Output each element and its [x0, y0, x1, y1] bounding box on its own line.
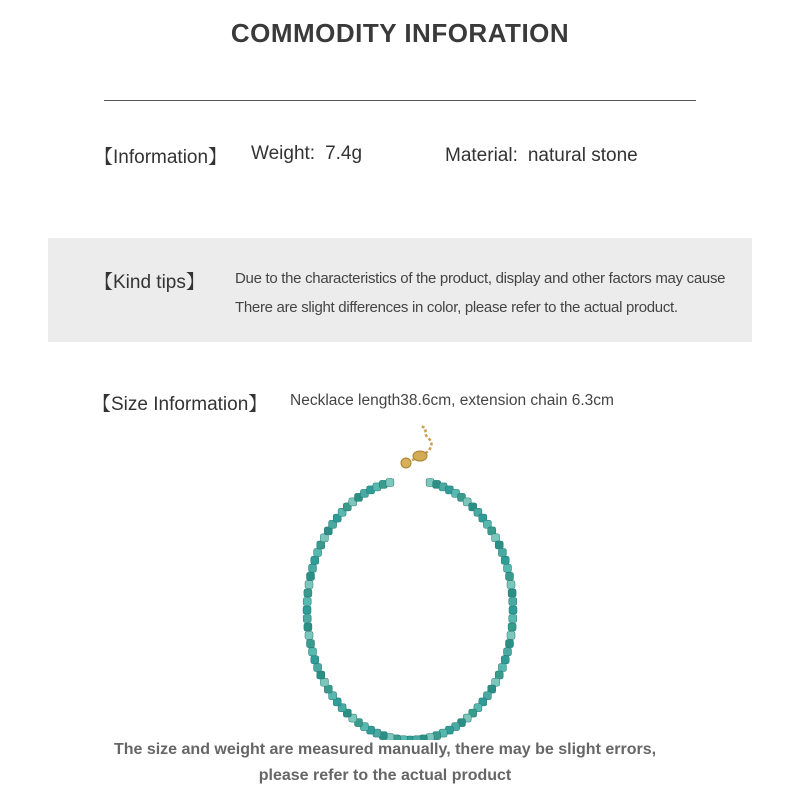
necklace-bead — [386, 479, 394, 487]
kind-tips-line-2: There are slight differences in color, please refer to the actual product. — [235, 299, 678, 316]
necklace-beads — [303, 479, 517, 741]
necklace-bead — [501, 556, 509, 564]
necklace-bead — [317, 541, 325, 549]
necklace-bead — [508, 589, 516, 597]
page-title: COMMODITY INFORATION — [230, 18, 570, 48]
material-info — [445, 145, 638, 167]
necklace-bead — [492, 534, 500, 542]
title-divider — [104, 100, 696, 101]
weight-info — [251, 143, 362, 165]
weight-value: 7.4g — [325, 143, 363, 164]
necklace-bead — [303, 598, 311, 606]
information-label: 【Information】 — [94, 147, 228, 168]
necklace-bead — [498, 549, 506, 557]
necklace-bead — [508, 623, 516, 631]
necklace-bead — [320, 678, 328, 686]
necklace-product-image — [280, 420, 540, 740]
necklace-bead — [495, 541, 503, 549]
necklace-bead — [501, 656, 509, 664]
necklace-clasp — [401, 426, 431, 468]
necklace-bead — [307, 572, 315, 580]
footer-note-line-1: The size and weight are measured manually, there may be slight errors, — [113, 741, 657, 758]
necklace-bead — [413, 736, 421, 740]
size-information-text: Necklace length38.6cm, extension chain 6.3cm — [290, 392, 614, 409]
necklace-bead — [506, 640, 514, 648]
necklace-bead — [309, 564, 317, 572]
necklace-bead — [509, 615, 517, 623]
necklace-bead — [311, 556, 319, 564]
necklace-bead — [305, 581, 313, 589]
necklace-bead — [509, 598, 517, 606]
necklace-bead — [311, 656, 319, 664]
necklace-bead — [495, 671, 503, 679]
material-label: Material: — [445, 145, 518, 166]
necklace-bead — [504, 564, 512, 572]
kind-tips-line-1: Due to the characteristics of the product, display and other factors may cause — [235, 270, 726, 287]
necklace-bead — [314, 664, 322, 672]
necklace-bead — [314, 549, 322, 557]
necklace-bead — [303, 606, 311, 614]
size-information-label: 【Size Information】 — [92, 394, 268, 415]
weight-label: Weight: — [251, 143, 316, 164]
necklace-bead — [309, 648, 317, 656]
necklace-bead — [507, 581, 515, 589]
necklace-bead — [507, 631, 515, 639]
necklace-bead — [304, 623, 312, 631]
kind-tips-label: 【Kind tips】 — [94, 272, 205, 293]
necklace-bead — [509, 606, 517, 614]
necklace-bead — [307, 640, 315, 648]
necklace-bead — [304, 589, 312, 597]
necklace-bead — [303, 615, 311, 623]
necklace-bead — [317, 671, 325, 679]
footer-note-line-2: please refer to the actual product — [258, 767, 512, 784]
necklace-bead — [506, 572, 514, 580]
necklace-bead — [498, 664, 506, 672]
necklace-bead — [504, 648, 512, 656]
material-value: natural stone — [527, 145, 638, 166]
necklace-bead — [305, 631, 313, 639]
